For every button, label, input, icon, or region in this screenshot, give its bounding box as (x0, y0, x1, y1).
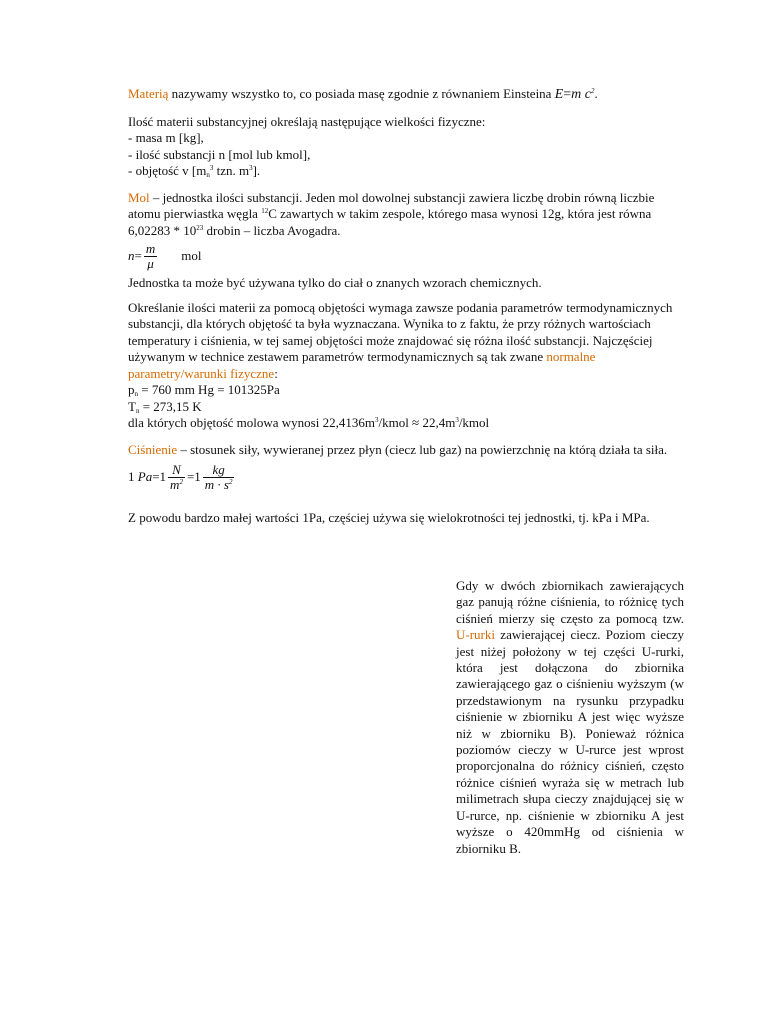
fraction1-den-m: m (170, 476, 180, 492)
pa-lhs (128, 469, 166, 485)
pa-equals-one: =1 (152, 469, 167, 484)
vol-text-a: dla których objętość molowa wynosi 22,4136m (128, 415, 375, 430)
mol-fraction-numerator: m (145, 240, 156, 256)
fraction2-den-sup: 2 (228, 477, 233, 486)
sentence-end: . (594, 86, 598, 101)
fraction1-den-sup: 2 (179, 477, 183, 486)
mol-text-a: – jednostka ilości substancji. Jeden mol dowolnej substancji zawiera liczbę drobin równą liczbie atomu pierwiastka węgla (128, 189, 655, 221)
mol-fraction-denominator: μ (147, 255, 154, 271)
mol-unit: mol (181, 248, 202, 263)
pn-value: = 760 mm Hg = 101325Pa (138, 382, 280, 397)
term-normal-conditions: normalne parametry/warunki fizyczne (128, 349, 596, 381)
volume-text-a: - objętość v [m (128, 163, 207, 178)
tn-symbol: T (128, 398, 136, 414)
paragraph-quantities (128, 114, 680, 180)
volume-sup: 3 (209, 164, 214, 172)
pa-one: 1 (128, 469, 138, 484)
einstein-equation (555, 87, 595, 102)
quantities-intro: Ilość materii substancyjnej określają następujące wielkości fizyczne: (128, 113, 486, 129)
pa-equals-two: =1 (186, 469, 201, 484)
materia-definition: nazywamy wszystko to, co posiada masę zgodnie z równaniem Einsteina (168, 86, 555, 101)
main-content (128, 86, 680, 535)
molar-volume (128, 415, 680, 432)
term-u-tube: U-rurki (456, 627, 495, 643)
mol-text-c: drobin – liczba Avogadra. (203, 222, 341, 238)
avogadro-exponent: 23 (196, 223, 204, 232)
mol-eq-lhs (128, 248, 142, 264)
fraction2-denominator (203, 478, 235, 492)
pressure-equation (128, 458, 680, 496)
term-pressure: Ciśnienie (128, 441, 178, 457)
paragraph-pressure (128, 442, 680, 497)
pressure-fraction-1 (168, 463, 185, 492)
conditions-text-a: Określanie ilości materii za pomocą objętości wymaga zawsze podania parametrów termodynamicznych substancji, dla których objętość ta była wyznaczana. Wynika to z faktu, że przy różnych wartościach temperatury i ciśnienia, w tej samej objętości może znajdować się różna ilość substancji. Najczęściej używanym w technice zestawem parametrów termodynamicznych są tak zwane (128, 299, 673, 364)
conditions-text-b: : (274, 365, 278, 381)
mol-note: Jednostka ta może być używana tylko do ciał o znanych wzorach chemicznych. (128, 275, 542, 290)
pn-symbol: p (128, 382, 135, 397)
pa-unit: Pa (137, 469, 153, 484)
mol-definition (128, 190, 680, 240)
vol-sup1: 3 (374, 416, 379, 424)
normal-temperature (128, 399, 680, 416)
paragraph-multiples: Z powodu bardzo małej wartości 1Pa, częściej używa się wielokrotności tej jednostki, tj. kPa i MPa. (128, 510, 650, 525)
mol-eq-n: n (128, 248, 135, 263)
fraction2-numerator: kg (212, 461, 225, 477)
eq-e: E (554, 87, 564, 102)
tn-sub: n (135, 406, 140, 415)
eq-m: m (571, 87, 582, 102)
mol-equation (128, 239, 680, 273)
eq-exponent: 2 (591, 87, 595, 95)
fraction2-den-ms: m · s (204, 476, 229, 492)
term-materia: Materią (128, 86, 169, 101)
vol-text-c: /kmol (458, 415, 490, 430)
normal-conditions-text (128, 300, 680, 383)
quantity-amount: - ilość substancji n [mol lub kmol], (128, 146, 311, 162)
term-mol: Mol (128, 189, 150, 205)
volume-text-b: tzn. m (213, 163, 250, 178)
fraction1-denominator (168, 478, 185, 492)
paragraph-mol (128, 190, 680, 292)
eq-equals: = (563, 87, 572, 102)
pressure-text: – stosunek siły, wywieranej przez płyn (ciecz lub gaz) na powierzchnię na którą działa ta siła. (177, 441, 668, 457)
u-tube-description (456, 578, 684, 857)
quantity-mass: - masa m [kg], (128, 130, 204, 145)
quantity-volume (128, 163, 680, 180)
pressure-fraction-2 (203, 463, 235, 492)
u-tube-text-a: Gdy w dwóch zbiornikach zawierających gaz panują różne ciśnienia, to różnicę tych ciśnień mierzy się często za pomocą tzw. (456, 578, 684, 626)
paragraph-materia (128, 86, 680, 104)
vol-text-b: /kmol ≈ 22,4m (378, 415, 456, 430)
vol-sup2: 3 (455, 416, 459, 424)
eq-c: c (584, 87, 592, 102)
mol-eq-equals: = (134, 248, 142, 263)
pn-sub: n (134, 390, 138, 398)
carbon-isotope-sup: 12 (261, 207, 269, 215)
volume-sub: n (206, 171, 210, 179)
normal-pressure (128, 382, 680, 399)
tn-value: = 273,15 K (139, 398, 202, 414)
paragraph-normal-conditions (128, 300, 680, 432)
u-tube-text-b: zawierającej ciecz. Poziom cieczy jest niżej położony w tej części U-rurki, która jest dołączona do zbiornika zawierającego gaz o ciśnieniu wyższym (w przedstawionym na rysunku przypadku ciśnienie w zbiorniku A jest więc wyższe niż w zbiorniku B). Ponieważ różnica poziomów cieczy w U-rurce jest wprost proporcjonalna do różnicy ciśnień, często różnice ciśnień wyraża się w metrach lub milimetrach słupa cieczy znajdującej się w U-rurce, np. ciśnienie w zbiorniku A jest wyższe o 420mmHg od ciśnienia w zbiorniku B. (456, 627, 684, 856)
fraction1-numerator: N (172, 461, 181, 477)
volume-sup2: 3 (249, 164, 253, 172)
pressure-definition (128, 442, 680, 459)
mol-text-b: C zawartych w takim zespole, którego masa wynosi 12g, która jest równa 6,02283 * 10 (128, 206, 652, 238)
mol-fraction (144, 242, 157, 271)
volume-text-c: ]. (252, 163, 261, 178)
